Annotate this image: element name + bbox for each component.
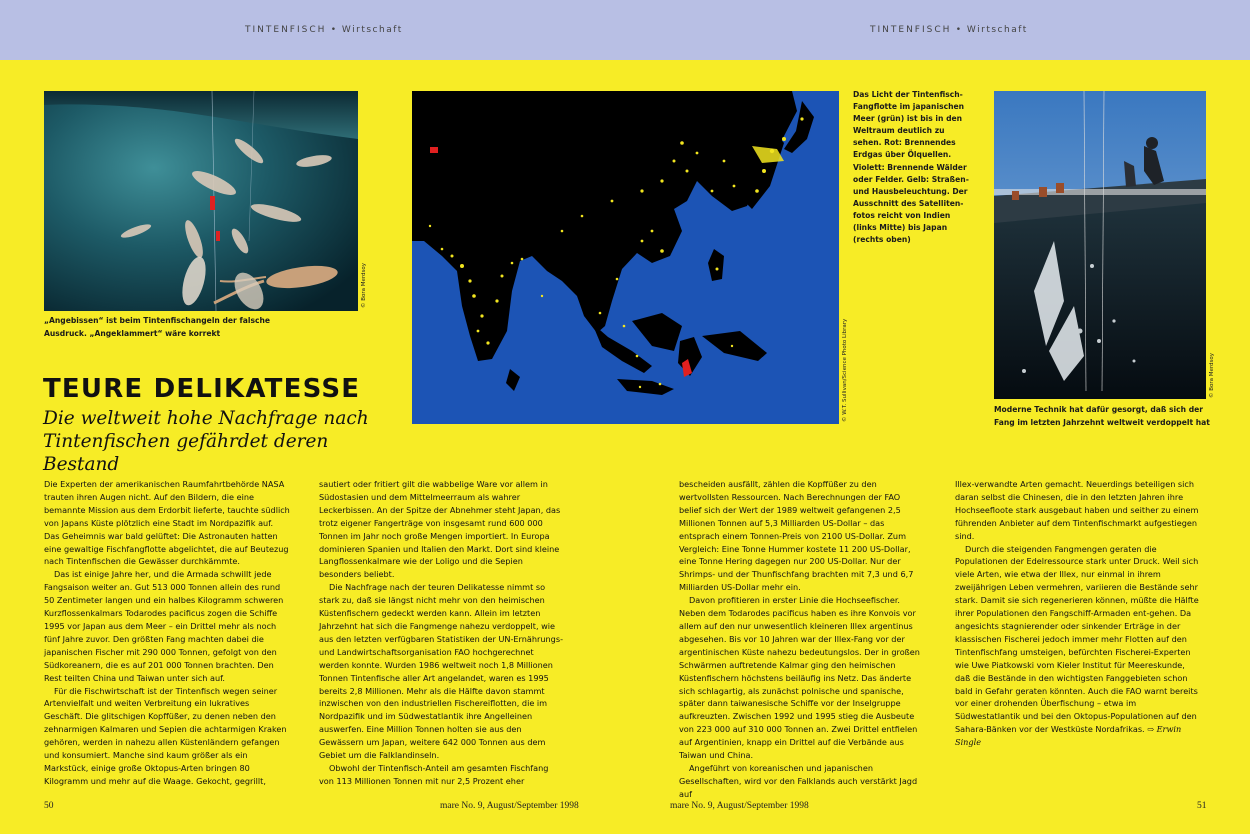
article-column-3 (679, 478, 925, 801)
paragraph: Davon profitieren in erster Linie die Hochseefischer. Neben dem Todarodes pacificus haben es ihre Konvois vor allem auf den nur unwesentlich kleineren Illex argentinus abgesehen. Bis vor 10 Jahren war der Illex-Fang vor der argentinischen Küste nahezu bedeutungslos. Der in großen Schwärmen auftretende Kalmar ging den heimischen Küstenfischern höchstens beiläufig ins Netz. Das änderte sich schlagartig, als zunächst polnische und spanische, später dann taiwanesische Schiffe vor der Inselgruppe aufkreuzten. Zwischen 1992 und 1995 stieg die Ausbeute von 223 000 auf 310 000 Tonnen an. Zwei Drittel entfielen auf Argentinien, knapp ein Drittel auf die Verbände aus Taiwan und China. (679, 595, 920, 761)
paragraph: Illex-verwandte Arten gemacht. Neuerdings beteiligen sich daran selbst die Chinesen, die in den letzten Jahren ihre Hochseefloote stark ausgebaut haben und seither zu einem führenden Anbieter auf dem Tintenfischmarkt aufgestiegen sind. (955, 479, 1199, 541)
article-column-1 (44, 478, 290, 788)
paragraph: Obwohl der Tintenfisch-Anteil am gesamten Fischfang von 113 Millionen Tonnen mit nur 2,5 Prozent eher (319, 762, 549, 786)
paragraph: Durch die steigenden Fangmengen geraten die Populationen der Edelressource stark unter Druck. Weil sich viele Arten, wie etwa der Illex, nur einmal in ihrem zweijährigen Leben vermehren, variieren die Bestände sehr stark. Damit sie sich regenerieren können, müßte die Hälfte ihrer Populationen den Fangschiff-Armaden ent-gehen. Da angesichts stagnierender oder sinkender Erträge in der klassischen Fischerei jedoch immer mehr Flotten auf den Tintenfischfang umsteigen, befürchten Fischerei-Experten wie Uwe Piatkowski vom Kieler Institut für Meereskunde, daß die Bestände in den wichtigsten Fanggebieten schon bald in Gefahr geraten könnten. Auch die FAO warnt bereits vor einer drohenden Überfischung – etwa im Südwestatlantik und bei den Oktopus-Populationen auf den Sahara-Bänken vor der Westküste Nordafrikas. ⇨ Erwin Single (955, 543, 1199, 748)
article-column-2 (319, 478, 565, 788)
footer-left: mare No. 9, August/September 1998 (440, 801, 579, 811)
boat-caption: Moderne Technik hat dafür gesorgt, daß sich der Fang im letzten Jahrzehnt weltweit verdoppelt hat (994, 405, 1210, 427)
footer-right: mare No. 9, August/September 1998 (670, 801, 809, 811)
paragraph: Das ist einige Jahre her, und die Armada schwillt jede Fangsaison weiter an. Gut 513 000 Tonnen allein des rund 50 Zentimeter langen und ein halbes Kilogramm schweren Kurzflossenkalmars Todarodes pacificus zogen die Schiffe 1995 vor Japan aus dem Meer – ein Drittel mehr als noch fünf Jahre zuvor. Den größten Fang machten dabei die japanischen Fischer mit 290 000 Tonnen, gefolgt von den Südkoreanern, die es auf 201 000 Tonnen brachten. Den Rest teilten China und Taiwan unter sich auf. (44, 569, 284, 683)
paragraph: sautiert oder fritiert gilt die wabbelige Ware vor allem in Südostasien und dem Mittelmeerraum als wahrer Leckerbissen. An der Spitze der Abnehmer steht Japan, das trotz eigener Fangerträge von insgesamt rund 600 000 Tonnen im Jahr noch große Mengen importiert. In Europa dominieren Spanien und Italien den Markt. Dort sind kleine Langflossenkalmare wie der Loligo und die Sepien besonders beliebt. (319, 479, 561, 580)
page-number-right: 51 (1197, 801, 1207, 811)
map-photo-credit: © W.T. Sullivan/Science Photo Library (842, 318, 848, 422)
map-caption: Das Licht der Tintenfisch- Fangflotte im japanischen Meer (grün) ist bis in den Weltraum deutlich zu sehen. Rot: Brennendes Erdgas über Ölquellen. Violett: Brennende Wälder oder Felder. Gelb: Straßen- und Hausbeleuchtung. Der Ausschnitt des Satelliten- fotos reicht von Indien (links Mitte) bis Japan (rechts oben) (853, 90, 969, 245)
running-head-left: TINTENFISCH • Wirtschaft (245, 25, 403, 35)
article-headline: TEURE DELIKATESSE (43, 374, 361, 404)
boat-photo-credit: © Bora Merdsoy (1209, 352, 1215, 398)
header-band (0, 0, 1250, 60)
article-column-4 (955, 478, 1201, 749)
night-lights-satellite-image (412, 91, 839, 424)
squid-photo (44, 91, 358, 311)
running-head-right: TINTENFISCH • Wirtschaft (870, 25, 1028, 35)
squid-photo-credit: © Bora Merdsoy (361, 262, 367, 308)
paragraph: Für die Fischwirtschaft ist der Tintenfisch wegen seiner Artenvielfalt und weiten Verbreitung ein lukratives Geschäft. Die glitschigen Kopffüßer, zu denen neben den zehnarmigen Kalmaren und Sepien die achtarmigen Kraken gehören, werden in nahezu allen Küstenländern gefangen und konsumiert. Manche sind kaum größer als ein Markstück, einige große Oktopus-Arten bringen 80 Kilogramm und mehr auf die Waage. Gekocht, gegrillt, (44, 685, 287, 786)
paragraph: Die Experten der amerikanischen Raumfahrtbehörde NASA trauten ihren Augen nicht. Auf den Bildern, die eine bemannte Mission aus dem Erdorbit lieferte, tauchte südlich von Japans Küste plötzlich eine Stadt im Nordpazifik auf. Das Geheimnis war bald gelüftet: Die Astronauten hatten eine gewaltige Fischfangflotte abgelichtet, die auf Beutezug nach Tintenfischen die Gewässer durchkämmte. (44, 479, 290, 567)
paragraph: Die Nachfrage nach der teuren Delikatesse nimmt so stark zu, daß sie längst nicht mehr von den heimischen Küstenfischern gedeckt werden kann. Allein im letzten Jahrzehnt hat sich die Fangmenge nahezu verdoppelt, wie aus den letzten verfügbaren Statistiken der UN-Ernährungs- und Landwirtschaftsorganisation FAO hochgerechnet werden konnte. Wurden 1986 weltweit noch 1,8 Millionen Tonnen Tintenfische aller Art angelandet, waren es 1995 bereits 2,8 Millionen. Mehr als die Hälfte davon stammt inzwischen von den industriellen Fischereiflotten, die im Nordpazifik und im Südwestatlantik ihre Angelleinen auswerfen. Eine Million Tonnen holten sie aus den Gewässern um Japan, weitere 642 000 Tonnen aus dem Gebiet um die Falklandinseln. (319, 582, 563, 761)
squid-caption: „Angebissen“ ist beim Tintenfischangeln der falsche Ausdruck. „Angeklammert“ wäre korrekt (44, 316, 271, 338)
fishing-boat-photo (994, 91, 1206, 399)
fishing-boat-image (994, 91, 1206, 399)
page-number-left: 50 (44, 801, 54, 811)
satellite-map (412, 91, 839, 424)
article-subhead: Die weltweit hohe Nachfrage nach Tintenfischen gefährdet deren Bestand (43, 408, 369, 475)
squid-underwater-image (44, 91, 358, 311)
author-signature: ⇨ Erwin Single (955, 724, 1182, 748)
paragraph: Angeführt von koreanischen und japanischen Gesellschaften, wird vor den Falklands auch verstärkt Jagd auf (679, 762, 918, 799)
paragraph: bescheiden ausfällt, zählen die Kopffüßer zu den wertvollsten Ressourcen. Nach Berechnungen der FAO belief sich der Wert der 1989 weltweit gefangenen 2,5 Millionen Tonnen auf 5,3 Milliarden US-Dollar – das entsprach einem Tonnen-Preis von 2100 US-Dollar. Zum Vergleich: Eine Tonne Hummer kostete 11 200 US-Dollar, eine Tonne Hering dagegen nur 200 US-Dollar. Nur der Shrimps- und der Thunfischfang brachten mit 7,3 und 6,7 Milliarden US-Dollar mehr ein. (679, 479, 914, 593)
